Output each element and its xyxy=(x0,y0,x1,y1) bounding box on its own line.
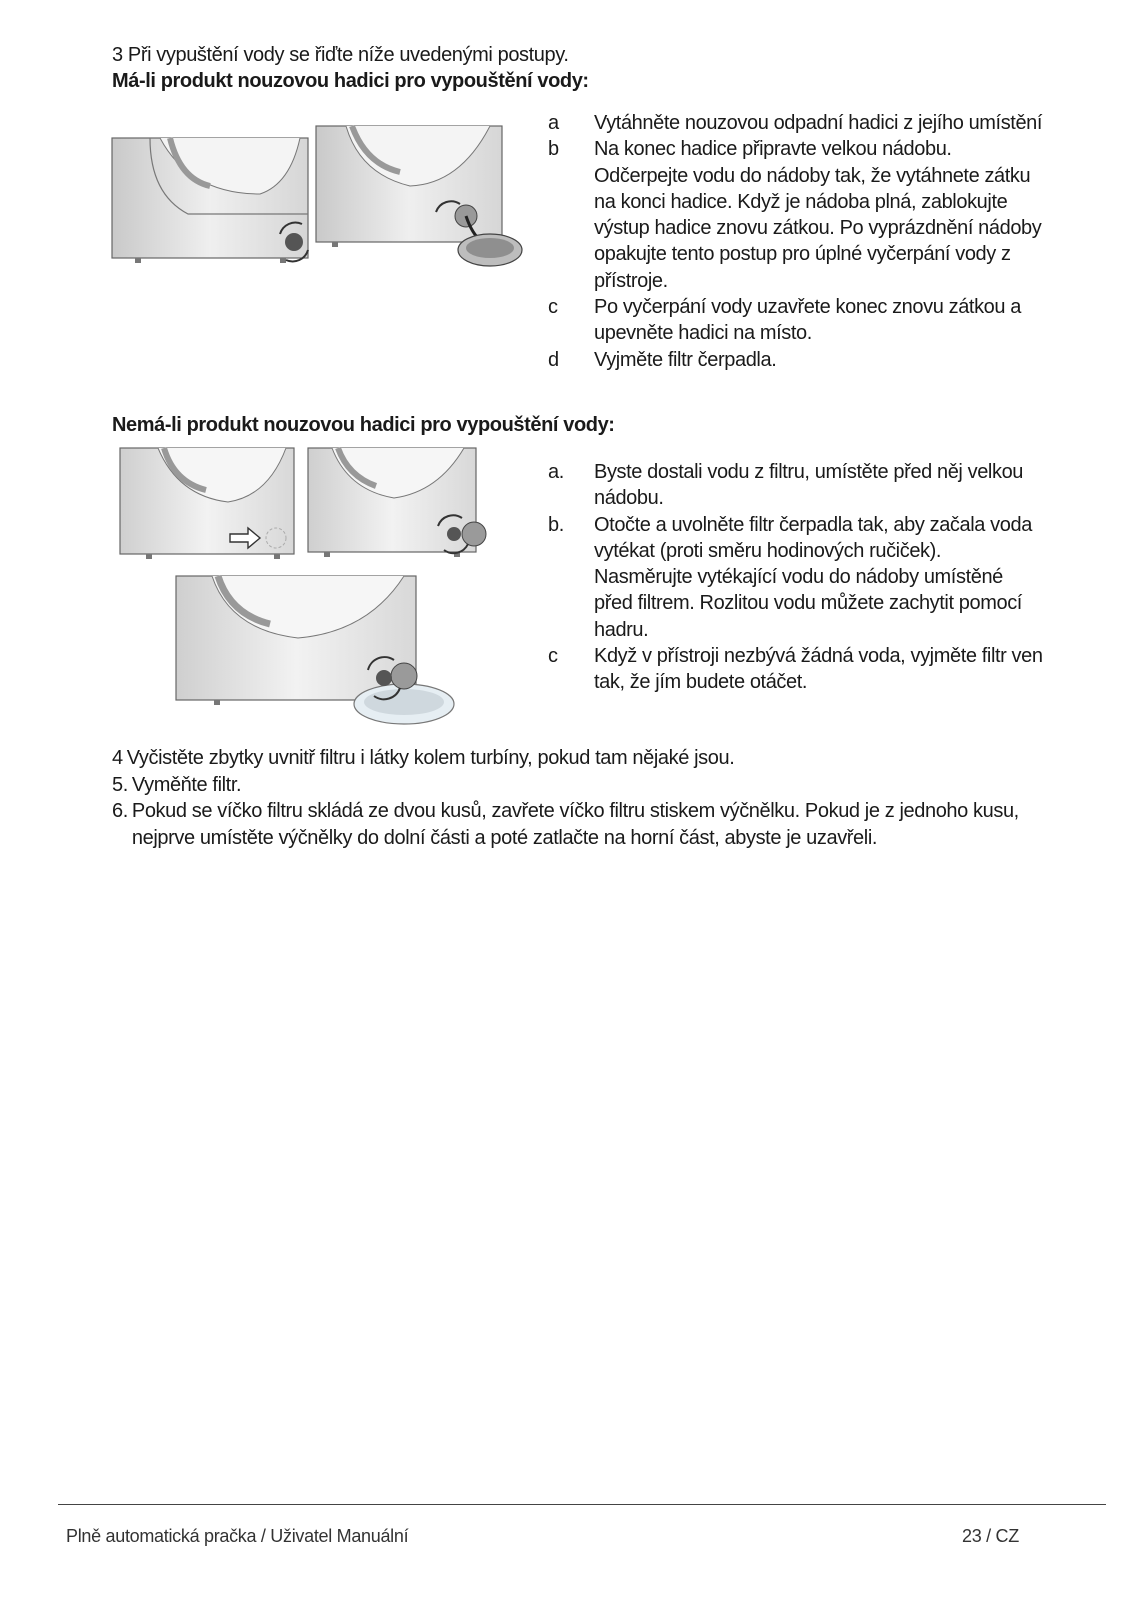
heading-without-hose: Nemá-li produkt nouzovou hadici pro vypouštění vody: xyxy=(112,414,615,436)
step-letter: a. xyxy=(548,461,564,483)
list-item xyxy=(548,136,1044,294)
step-text: Otočte a uvolněte filtr čerpadla tak, aby začala voda vytékat (proti směru hodinových ručiček). Nasměrujte vytékající vodu do nádoby umístěné před filtrem. Rozlitou vodu můžete zachytit pomocí hadru. xyxy=(594,513,1032,641)
step-text: Po vyčerpání vody uzavřete konec znovu zátkou a upevněte hadici na místo. xyxy=(594,296,1022,345)
list-item xyxy=(548,110,1044,136)
page-number: 23 / CZ xyxy=(962,1526,1019,1546)
washing-machine-illustration xyxy=(110,124,530,274)
step-letter: c xyxy=(548,296,558,319)
step-number: 6. xyxy=(112,800,128,822)
intro-step-3: 3 Při vypuštění vody se řiďte níže uvedenými postupy. xyxy=(112,44,569,66)
list-item xyxy=(112,745,1072,772)
step-letter: b xyxy=(548,138,559,161)
step-number: 5. xyxy=(112,773,128,796)
list-item xyxy=(112,798,1072,851)
step-text: Když v přístroji nezbývá žádná voda, vyjměte filtr ven tak, že jím budete otáčet. xyxy=(594,645,1043,694)
washing-machine-illustration xyxy=(118,446,490,708)
step-text: Vyčistěte zbytky uvnitř filtru i látky kolem turbíny, pokud tam nějaké jsou. xyxy=(126,747,735,769)
footer-title: Plně automatická pračka / Uživatel Manuální xyxy=(66,1526,409,1546)
steps-without-hose xyxy=(548,459,1044,696)
steps-with-hose xyxy=(548,110,1044,373)
numbered-steps xyxy=(112,745,1072,851)
step-text: Byste dostali vodu z filtru, umístěte před něj velkou nádobu. xyxy=(594,461,1024,510)
list-item xyxy=(548,347,1044,373)
step-letter: a xyxy=(548,112,559,134)
step-text: Vyměňte filtr. xyxy=(131,773,242,796)
step-text: Vytáhněte nouzovou odpadní hadici z jejího umístění xyxy=(594,112,1043,134)
step-text: Pokud se víčko filtru skládá ze dvou kusů, zavřete víčko filtru stiskem výčnělku. Pokud je z jednoho kusu, nejprve umístěte výčnělky do dolní části a poté zatlačte na horní část, abyste je uzavřeli. xyxy=(131,800,1019,849)
list-item xyxy=(548,512,1044,643)
heading-with-hose: Má-li produkt nouzovou hadici pro vypouštění vody: xyxy=(112,70,589,92)
bowl-icon xyxy=(354,684,454,724)
footer-divider xyxy=(58,1504,1106,1505)
list-item xyxy=(548,294,1044,347)
list-item xyxy=(548,643,1044,696)
bowl-icon xyxy=(458,234,522,266)
step-number: 4 xyxy=(112,747,123,769)
list-item xyxy=(112,772,1072,799)
step-text: Na konec hadice připravte velkou nádobu. Odčerpejte vodu do nádoby tak, že vytáhnete zátku na konci hadice. Když je nádoba plná, zablokujte výstup hadice znovu zátkou. Po vyprázdnění nádoby opakujte tento postup pro úplné vyčerpání vody z přístroje. xyxy=(594,138,1042,292)
step-letter: c xyxy=(548,645,558,668)
step-letter: d xyxy=(548,348,559,371)
step-text: Vyjměte filtr čerpadla. xyxy=(594,348,777,371)
step-letter: b. xyxy=(548,513,564,536)
list-item xyxy=(548,459,1044,512)
